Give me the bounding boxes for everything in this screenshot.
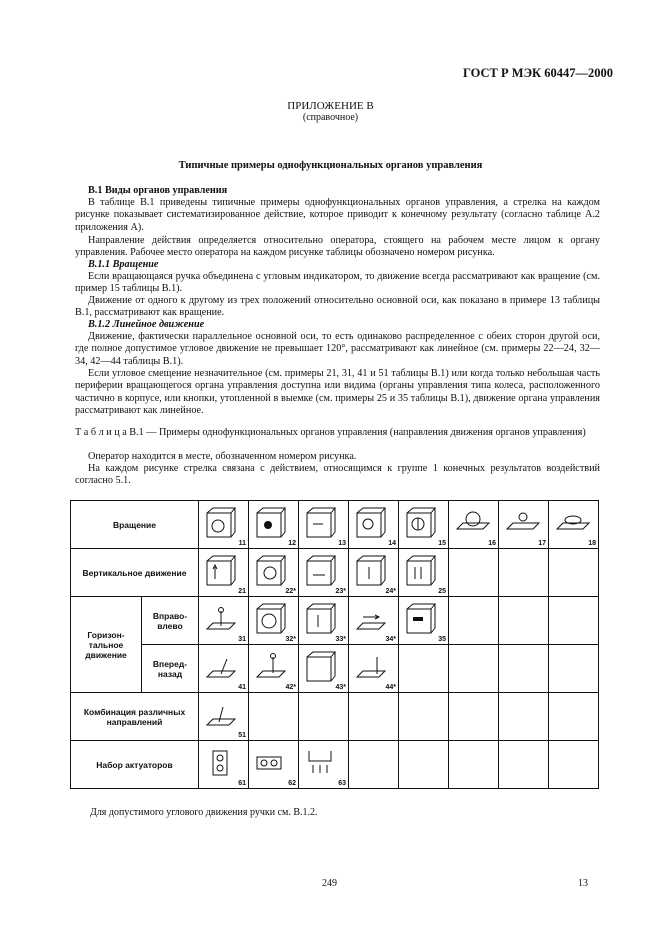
controls-table bbox=[70, 500, 599, 789]
empty-cell bbox=[499, 693, 549, 741]
figure-cell bbox=[499, 501, 549, 549]
figure-cell bbox=[399, 549, 449, 597]
empty-cell bbox=[499, 549, 549, 597]
button-set-icon bbox=[205, 747, 237, 779]
knob-box-icon bbox=[355, 507, 387, 539]
table-note1: Оператор находится в месте, обозначенном номером рисунка. bbox=[88, 451, 357, 462]
row-right-left bbox=[71, 597, 599, 645]
figure-cell bbox=[299, 741, 349, 789]
empty-cell bbox=[549, 597, 599, 645]
figure-number: 35 bbox=[438, 636, 446, 643]
section-b1-paragraph2: Направление действия определяется относительно оператора, стоящего на рабочем месте лицом к органу управления. Рабочее место оператора на каждом рисунке таблицы обозначено номером рисунка. bbox=[75, 235, 600, 259]
empty-cell bbox=[549, 645, 599, 693]
empty-cell bbox=[449, 693, 499, 741]
empty-cell bbox=[549, 741, 599, 789]
figure-number: 31 bbox=[238, 636, 246, 643]
figure-cell bbox=[349, 597, 399, 645]
joystick-icon bbox=[355, 651, 387, 683]
section-b12-heading: В.1.2 Линейное движение bbox=[88, 319, 205, 330]
empty-cell bbox=[549, 693, 599, 741]
figure-number: 15 bbox=[438, 540, 446, 547]
appendix-subtitle: (справочное) bbox=[302, 112, 359, 123]
knob-box-icon bbox=[305, 507, 337, 539]
figure-number: 51 bbox=[238, 732, 246, 739]
section-b1-heading: В.1 Виды органов управления bbox=[88, 185, 228, 196]
section-b1-paragraph1: В таблице В.1 приведены типичные примеры однофункциональных органов управления, а стрелка на каждом рисунке показывает систематизированное действие, которое приводит к конечному результату (согласно таблице А.2 приложения А). bbox=[75, 197, 600, 233]
figure-number: 24* bbox=[385, 588, 396, 595]
joystick-icon bbox=[205, 651, 237, 683]
empty-cell bbox=[449, 741, 499, 789]
table-note2: На каждом рисунке стрелка связана с действием, относящимся к группе 1 конечных результатов воздействий согласно 5.1. bbox=[75, 463, 600, 487]
figure-cell bbox=[249, 741, 299, 789]
figure-cell bbox=[399, 597, 449, 645]
figure-cell bbox=[349, 549, 399, 597]
row-label-right-left: Вправо-влево bbox=[142, 597, 199, 645]
figure-cell bbox=[299, 549, 349, 597]
figure-number: 17 bbox=[538, 540, 546, 547]
figure-number: 16 bbox=[488, 540, 496, 547]
figure-cell bbox=[199, 501, 249, 549]
figure-number: 23* bbox=[335, 588, 346, 595]
lever-box-icon bbox=[255, 555, 287, 587]
figure-cell bbox=[249, 501, 299, 549]
joystick-icon bbox=[205, 699, 237, 731]
empty-cell bbox=[399, 693, 449, 741]
row-label-actuators: Набор актуаторов bbox=[71, 741, 199, 789]
figure-cell bbox=[449, 501, 499, 549]
wheel-icon bbox=[455, 507, 491, 539]
figure-number: 12 bbox=[288, 540, 296, 547]
knob-box-icon bbox=[255, 507, 287, 539]
figure-cell bbox=[199, 693, 249, 741]
figure-cell bbox=[299, 597, 349, 645]
empty-cell bbox=[399, 741, 449, 789]
figure-cell bbox=[199, 741, 249, 789]
row-label-horizontal: Горизон-тальное движение bbox=[71, 597, 142, 693]
figure-number: 42* bbox=[285, 684, 296, 691]
row-label-rotation: Вращение bbox=[71, 501, 199, 549]
row-combination bbox=[71, 693, 599, 741]
appendix-title: ПРИЛОЖЕНИЕ В bbox=[287, 100, 374, 112]
figure-cell bbox=[349, 501, 399, 549]
figure-number: 43* bbox=[335, 684, 346, 691]
figure-cell bbox=[299, 501, 349, 549]
figure-number: 34* bbox=[385, 636, 396, 643]
empty-cell bbox=[449, 549, 499, 597]
section-b12-paragraph1: Движение, фактически параллельное основной оси, то есть одинаково распределенное с обеих сторон другой оси, где полное допустимое угловое движение не превышает 120°, рассматривают как линейное (см. примеры 22—24, 32—34, 42—44 таблицы В.1). bbox=[75, 331, 600, 367]
figure-cell bbox=[249, 597, 299, 645]
lever-box-icon bbox=[205, 555, 237, 587]
figure-number: 62 bbox=[288, 780, 296, 787]
empty-cell bbox=[499, 645, 549, 693]
figure-number: 44* bbox=[385, 684, 396, 691]
figure-cell bbox=[199, 645, 249, 693]
figure-number: 33* bbox=[335, 636, 346, 643]
section-b11-paragraph2: Движение от одного к другому из трех положений относительно основной оси, как показано в примере 13 таблицы В.1, рассматривают как вращение. bbox=[75, 295, 600, 319]
empty-cell bbox=[449, 645, 499, 693]
table-caption: Т а б л и ц а В.1 — Примеры однофункциональных органов управления (направления движения органов управления) bbox=[75, 427, 586, 438]
figure-cell bbox=[249, 549, 299, 597]
standard-number: ГОСТ Р МЭК 60447—2000 bbox=[463, 66, 613, 80]
figure-number: 25 bbox=[438, 588, 446, 595]
figure-number: 18 bbox=[588, 540, 596, 547]
lever-box-icon bbox=[305, 651, 337, 683]
lever-box-icon bbox=[305, 603, 337, 635]
figure-number: 63 bbox=[338, 780, 346, 787]
empty-cell bbox=[499, 597, 549, 645]
empty-cell bbox=[249, 693, 299, 741]
footnote: Для допустимого углового движения ручки см. В.1.2. bbox=[90, 807, 318, 818]
empty-cell bbox=[349, 741, 399, 789]
figure-number: 13 bbox=[338, 540, 346, 547]
lever-box-icon bbox=[405, 555, 437, 587]
figure-cell bbox=[549, 501, 599, 549]
figure-number: 41 bbox=[238, 684, 246, 691]
section-b12-paragraph2: Если угловое смещение незначительное (см. примеры 21, 31, 41 и 51 таблицы В.1) или когда только небольшая часть периферии вращающегося органа управления доступна или видима (органы управления типа колеса, расположенного частично в корпусе, или кнопки, утопленной в выемке (см. примеры 25 и 35 таблицы В.1), движение органа управления рассматривают как линейное. bbox=[75, 368, 600, 417]
figure-cell bbox=[299, 645, 349, 693]
knob-box-icon bbox=[255, 603, 287, 635]
joystick-icon bbox=[205, 603, 237, 635]
lever-box-icon bbox=[405, 603, 437, 635]
empty-cell bbox=[349, 693, 399, 741]
empty-cell bbox=[299, 693, 349, 741]
row-label-vertical: Вертикальное движение bbox=[71, 549, 199, 597]
row-rotation bbox=[71, 501, 599, 549]
figure-number: 11 bbox=[238, 540, 246, 547]
row-actuators bbox=[71, 741, 599, 789]
button-set-icon bbox=[255, 747, 287, 779]
slider-icon bbox=[355, 603, 387, 635]
wheel-icon bbox=[505, 507, 541, 539]
row-fwd-back bbox=[71, 645, 599, 693]
empty-cell bbox=[549, 549, 599, 597]
page-number-right: 13 bbox=[578, 878, 588, 889]
figure-number: 21 bbox=[238, 588, 246, 595]
figure-cell bbox=[249, 645, 299, 693]
main-title: Типичные примеры однофункциональных органов управления bbox=[178, 160, 483, 171]
figure-number: 14 bbox=[388, 540, 396, 547]
empty-cell bbox=[399, 645, 449, 693]
figure-number: 61 bbox=[238, 780, 246, 787]
section-b11-heading: В.1.1 Вращение bbox=[88, 259, 159, 270]
empty-cell bbox=[449, 597, 499, 645]
figure-number: 32* bbox=[285, 636, 296, 643]
figure-cell bbox=[199, 597, 249, 645]
row-vertical bbox=[71, 549, 599, 597]
actuator-set-icon bbox=[305, 747, 337, 779]
lever-box-icon bbox=[305, 555, 337, 587]
empty-cell bbox=[499, 741, 549, 789]
section-b11-paragraph1: Если вращающаяся ручка объединена с угловым индикатором, то движение всегда рассматривают как вращение (см. пример 15 таблицы В.1). bbox=[75, 271, 600, 295]
wheel-icon bbox=[555, 507, 591, 539]
knob-box-icon bbox=[405, 507, 437, 539]
figure-cell bbox=[399, 501, 449, 549]
row-label-combination: Комбинация различных направлений bbox=[71, 693, 199, 741]
page-number-center: 249 bbox=[322, 878, 337, 889]
lever-box-icon bbox=[355, 555, 387, 587]
joystick-icon bbox=[255, 651, 287, 683]
row-label-fwd-back: Вперед-назад bbox=[142, 645, 199, 693]
knob-box-icon bbox=[205, 507, 237, 539]
figure-number: 22* bbox=[285, 588, 296, 595]
figure-cell bbox=[349, 645, 399, 693]
figure-cell bbox=[199, 549, 249, 597]
